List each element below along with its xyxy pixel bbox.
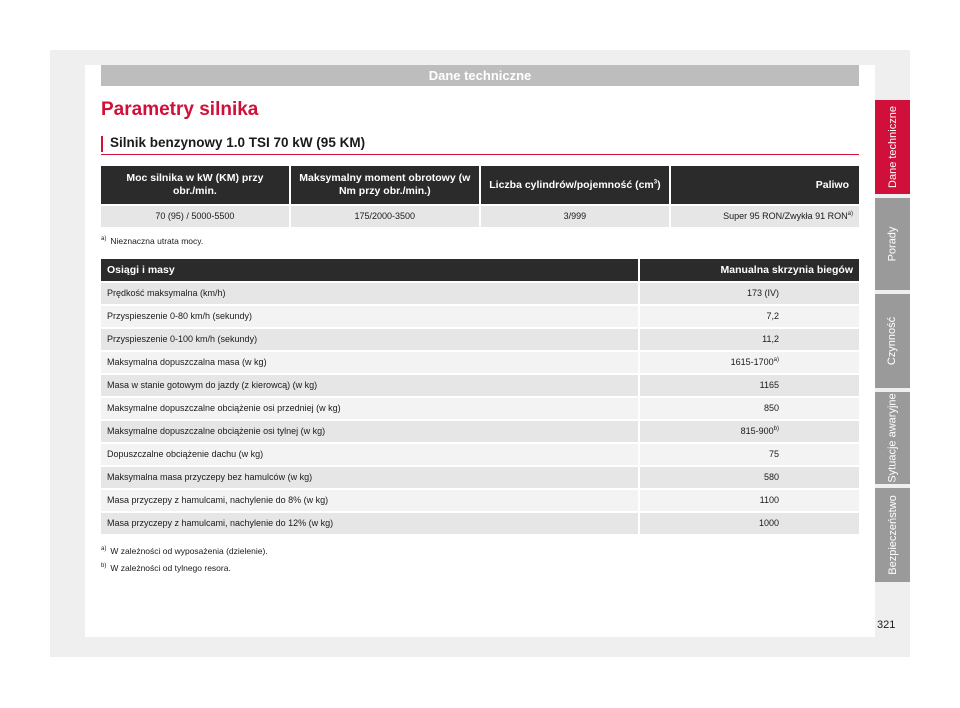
row-label: Maksymalne dopuszczalne obciążenie osi przedniej (w kg) — [101, 398, 638, 419]
table-row — [101, 283, 859, 304]
engine-table-row — [101, 206, 859, 227]
chapter-header: Dane techniczne — [101, 65, 859, 86]
table-row — [101, 490, 859, 511]
table-row — [101, 398, 859, 419]
tab-bezpieczenstwo[interactable]: Bezpieczeństwo — [875, 488, 910, 582]
row-value: 173 (IV) — [640, 283, 859, 304]
subtitle-accent — [101, 136, 103, 152]
tab-porady[interactable]: Porady — [875, 198, 910, 290]
engine-cylinders: 3/999 — [481, 206, 669, 227]
row-label: Przyspieszenie 0-80 km/h (sekundy) — [101, 306, 638, 327]
tab-czynnosc[interactable]: Czynność — [875, 294, 910, 388]
table-row — [101, 467, 859, 488]
row-label: Maksymalna dopuszczalna masa (w kg) — [101, 352, 638, 373]
row-label: Masa przyczepy z hamulcami, nachylenie do 8% (w kg) — [101, 490, 638, 511]
row-value: 580 — [640, 467, 859, 488]
page-number: 321 — [877, 619, 896, 631]
tab-sytuacje-awaryjne[interactable]: Sytuacje awaryjne — [875, 392, 910, 484]
table-row — [101, 352, 859, 373]
table-row — [101, 375, 859, 396]
perf-footnote-b: $^{b)}$ W zależności od tylnego resora. — [101, 563, 231, 573]
tab-dane-techniczne[interactable]: Dane techniczne — [875, 100, 910, 194]
engine-header-power: Moc silnika w kW (KM) przy obr./min. — [101, 166, 289, 204]
engine-table — [99, 164, 861, 229]
subtitle: Silnik benzynowy 1.0 TSI 70 kW (95 KM) — [110, 135, 366, 150]
engine-torque: 175/2000-3500 — [291, 206, 479, 227]
engine-power: 70 (95) / 5000-5500 — [101, 206, 289, 227]
row-label: Prędkość maksymalna (km/h) — [101, 283, 638, 304]
table-row — [101, 329, 859, 350]
perf-header-label: Osiągi i masy — [101, 259, 638, 281]
row-label: Maksymalne dopuszczalne obciążenie osi tylnej (w kg) — [101, 421, 638, 442]
engine-footnote: $^{a)}$ Nieznaczna utrata mocy. — [101, 236, 204, 246]
table-row — [101, 444, 859, 465]
row-label: Przyspieszenie 0-100 km/h (sekundy) — [101, 329, 638, 350]
row-label: Masa w stanie gotowym do jazdy (z kierowcą) (w kg) — [101, 375, 638, 396]
row-value: 1100 — [640, 490, 859, 511]
engine-fuel: Super 95 RON/Zwykła 91 RON$^{a)}$ — [671, 206, 859, 227]
table-row — [101, 306, 859, 327]
row-value: 11,2 — [640, 329, 859, 350]
perf-footnote-a: $^{a)}$ W zależności od wyposażenia (dzielenie). — [101, 546, 268, 556]
row-value: 850 — [640, 398, 859, 419]
performance-table — [99, 257, 861, 536]
perf-header-gearbox: Manualna skrzynia biegów — [640, 259, 859, 281]
engine-header-fuel: Paliwo — [671, 166, 859, 204]
row-label: Masa przyczepy z hamulcami, nachylenie do 12% (w kg) — [101, 513, 638, 534]
engine-header-cylinders: Liczba cylindrów/pojemność $(cm^3)$ — [481, 166, 669, 204]
row-value: 75 — [640, 444, 859, 465]
row-value: 1165 — [640, 375, 859, 396]
table-row — [101, 421, 859, 442]
row-label: Dopuszczalne obciążenie dachu (w kg) — [101, 444, 638, 465]
row-label: Maksymalna masa przyczepy bez hamulców (w kg) — [101, 467, 638, 488]
table-row — [101, 513, 859, 534]
section-title: Parametry silnika — [101, 99, 259, 120]
engine-header-torque: Maksymalny moment obrotowy (w Nm przy obr./min.) — [291, 166, 479, 204]
engine-table-header — [101, 166, 859, 204]
row-value: 1615-1700$^{a)}$ — [640, 352, 859, 373]
subtitle-bar — [101, 134, 859, 155]
row-value: 1000 — [640, 513, 859, 534]
row-value: 815-900$^{b)}$ — [640, 421, 859, 442]
performance-table-header — [101, 259, 859, 281]
row-value: 7,2 — [640, 306, 859, 327]
